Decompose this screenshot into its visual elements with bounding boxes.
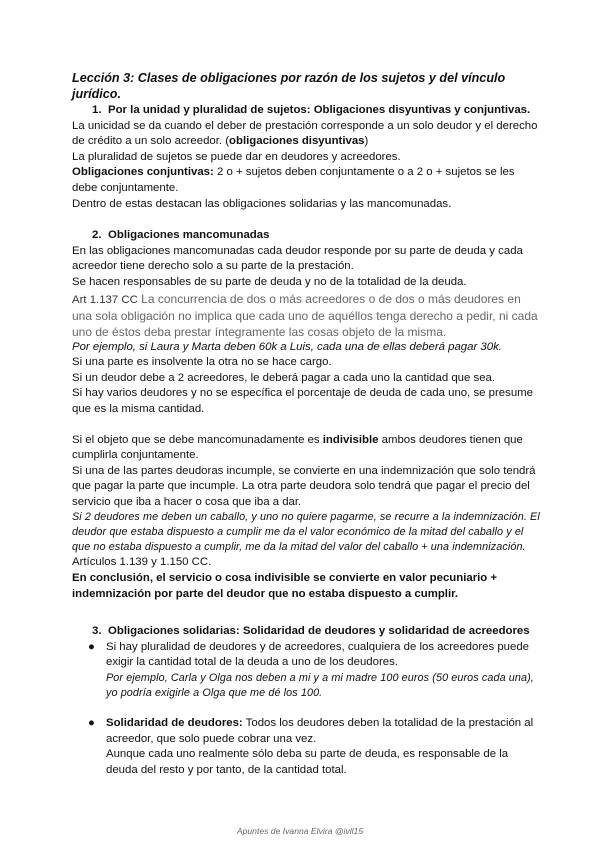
bullet-item-1: ● Si hay pluralidad de deudores y de acreedores, cualquiera de los acreedores puede exigir la cantidad total de la deuda a uno de los deudores. Por ejemplo, Carla y Olga nos deben a mi y a mi madre 100 euros (50 euros cada una), yo podría exigirle a Olga que me dé los 100. (72, 640, 542, 701)
page-footer: Apuntes de Ivanna Elvira @ivll15 (236, 826, 364, 836)
s1-paragraph-2: La pluralidad de sujetos se puede dar en deudores y acreedores. (72, 150, 401, 163)
s2-paragraph-5: Si hay varios deudores y no se específica el porcentaje de deuda de cada uno, se presume que es la misma cantidad. (72, 387, 533, 415)
s2-paragraph-4: Si un deudor debe a 2 acreedores, le deberá pagar a cada uno la cantidad que sea. (72, 371, 496, 384)
s2-paragraph-2: Se hacen responsables de su parte de deuda y no de la totalidad de la deuda. (72, 275, 467, 288)
s2-paragraph-6: Si el objeto que se debe mancomunadamente es indivisible ambos deudores tienen que cumplirla conjuntamente. (72, 433, 523, 462)
conclusion: En conclusión, el servicio o cosa indivisible se convierte en valor pecuniario + indemnización por parte del deudor que no estaba dispuesto a cumplir. (72, 572, 498, 600)
section-3-heading: 3. Obligaciones solidarias: Solidaridad de deudores y solidaridad de acreedores (92, 625, 530, 638)
article-quote: Art 1.137 CC La concurrencia de dos o más acreedores o de dos o más deudores en una sola obligación no implica que cada uno de aquéllos tenga derecho a pedir, ni cada uno de éstos deba prestar íntegramente las cosas objeto de la misma. (72, 291, 538, 339)
example-1: Por ejemplo, si Laura y Marta deben 60k a Luis, cada una de ellas deberá pagar 30k. (72, 340, 502, 353)
section-1-heading: 1. Por la unidad y pluralidad de sujetos: Obligaciones disyuntivas y conjuntivas. (92, 104, 531, 116)
s1-paragraph-3: Obligaciones conjuntivas: 2 o + sujetos deben conjuntamente o a 2 o + sujetos se les debe conjuntamente. (72, 166, 515, 194)
s1-paragraph-4: Dentro de estas destacan las obligaciones solidarias y las mancomunadas. (72, 197, 452, 210)
s2-paragraph-8: Artículos 1.139 y 1.150 CC. (72, 556, 212, 569)
s2-paragraph-3: Si una parte es insolvente la otra no se hace cargo. (72, 356, 332, 369)
lesson-title: Lección 3: Clases de obligaciones por razón de los sujetos y del vínculo jurídico. (72, 71, 506, 101)
bullet-item-2: ● Solidaridad de deudores: Todos los deudores deben la totalidad de la prestación al acreedor, que solo puede cobrar una vez. Aunque cada uno realmente sólo deba su parte de deuda, es responsable de la deuda del resto y por tanto, de la cantidad total. (88, 717, 534, 776)
example-2: Si 2 deudores me deben un caballo, y uno no quiere pagarme, se recurre a la indemnización. El deudor que estaba dispuesto a cumplir me da el valor económico de la mitad del caballo y el que no estaba dispuesto a cumplir, me da la mitad del valor del caballo + una indemnización. (72, 511, 540, 554)
s1-paragraph-1: La unicidad se da cuando el deber de prestación corresponde a un solo deudor y el derecho de crédito a un solo acreedor. (obligaciones disyuntivas) (72, 119, 538, 148)
document-page (72, 70, 542, 778)
s2-paragraph-1: En las obligaciones mancomunadas cada deudor responde por su parte de deuda y cada acreedor tiene derecho solo a su parte de la prestación. (72, 244, 523, 273)
bullet-icon: ● (88, 640, 95, 653)
section-2-heading: 2. Obligaciones mancomunadas (92, 229, 270, 242)
bullet-icon: ● (88, 717, 95, 730)
example-3: Por ejemplo, Carla y Olga nos deben a mi y a mi madre 100 euros (50 euros cada una), yo podría exigirle a Olga que me dé los 100. (106, 672, 534, 700)
s2-paragraph-7: Si una de las partes deudoras incumple, se convierte en una indemnización que solo tendrá que pagar la parte que incumple. La otra parte deudora solo tendrá que pagar el precio del servicio que iba a hacer o cosa que iba a dar. (72, 464, 536, 508)
